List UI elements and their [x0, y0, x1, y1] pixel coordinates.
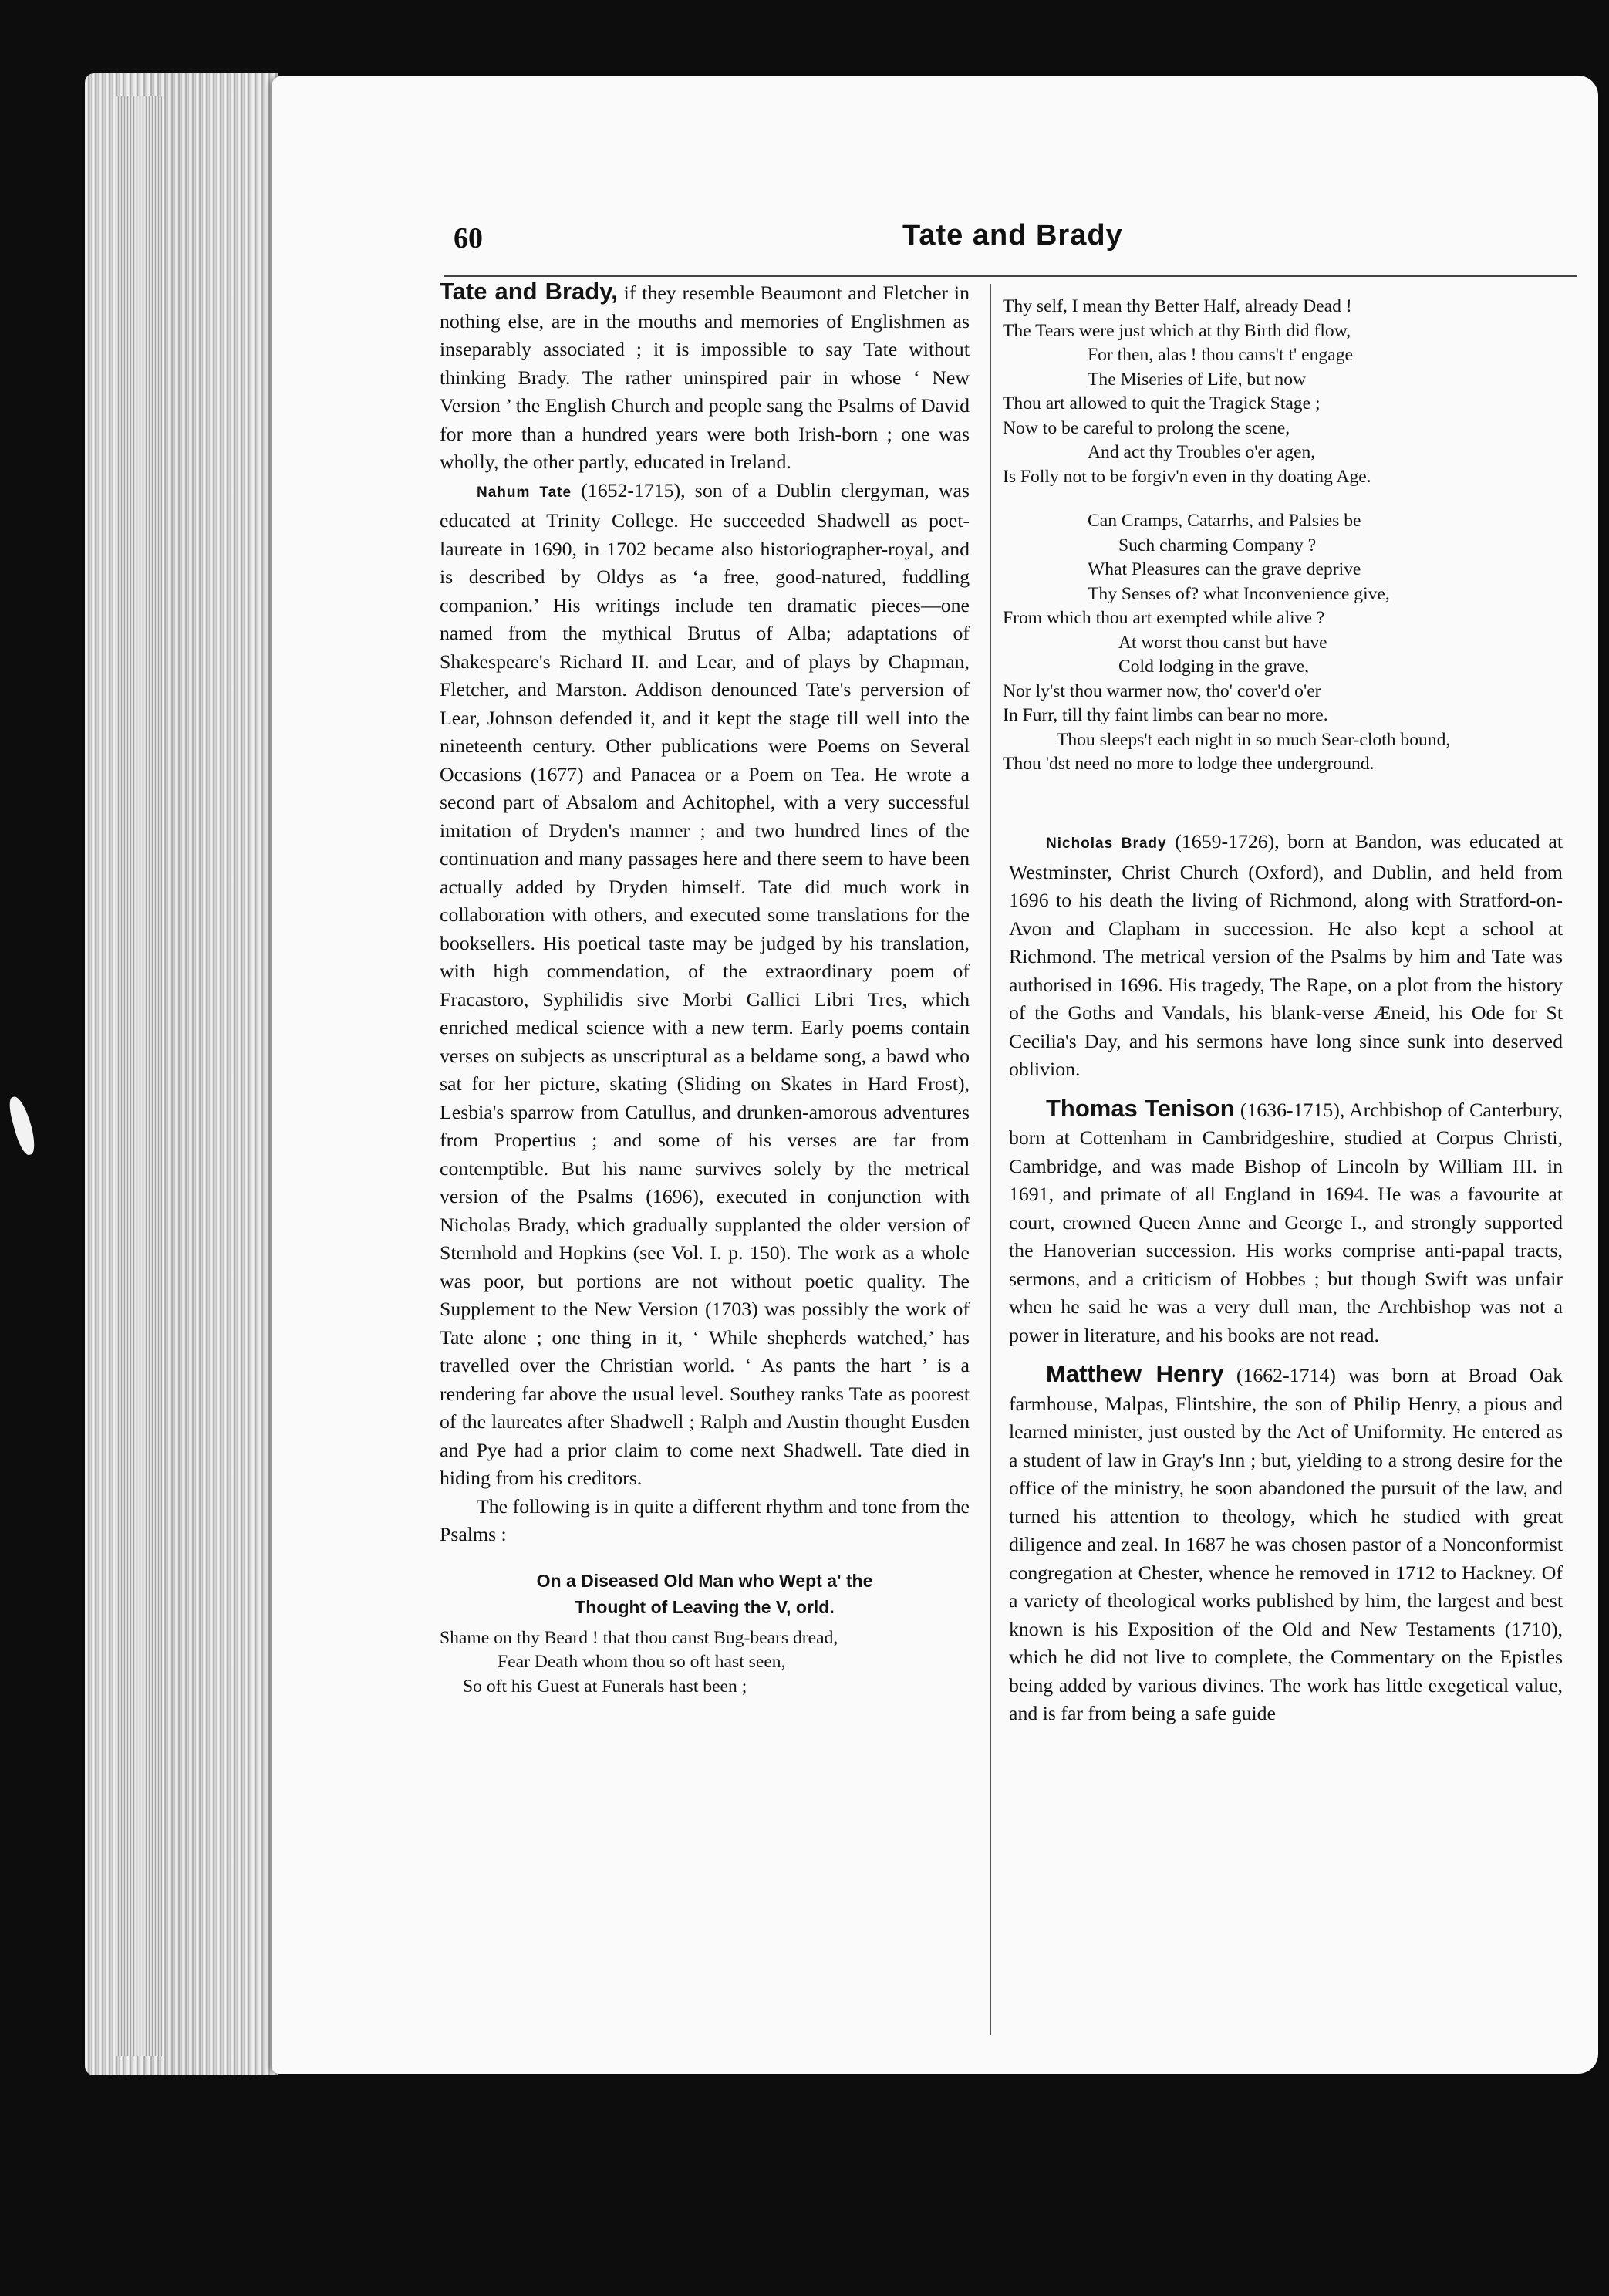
- entry-heading: Thomas Tenison: [1046, 1094, 1235, 1122]
- poem-title-line: Thought of Leaving the V, orld.: [575, 1596, 835, 1617]
- poem-line: Cold lodging in the grave,: [1118, 657, 1310, 677]
- column-divider: [990, 284, 991, 2035]
- paragraph-matthew-henry: [1009, 1360, 1563, 1728]
- poem-line: Thy Senses of? what Inconvenience give,: [1088, 583, 1390, 604]
- paragraph-poem-intro: [440, 1493, 970, 1549]
- poem-line: So oft his Guest at Funerals hast been ;: [463, 1676, 747, 1697]
- entry-heading: Matthew Henry: [1046, 1360, 1224, 1387]
- header-rule: [444, 275, 1577, 277]
- poem-line: Thou sleeps't each night in so much Sear-cloth bound,: [1057, 729, 1451, 750]
- book-page-edges: [85, 73, 278, 2075]
- poem-line: Is Folly not to be forgiv'n even in thy doating Age.: [1003, 466, 1371, 487]
- poem-line: Thy self, I mean thy Better Half, already Dead !: [1003, 296, 1352, 316]
- poem-line: The Miseries of Life, but now: [1088, 369, 1307, 390]
- poem-line: Can Cramps, Catarrhs, and Palsies be: [1088, 511, 1361, 531]
- poem-line: Thou 'dst need no more to lodge thee underground.: [1003, 754, 1375, 774]
- paragraph-text: (1652-1715), son of a Dublin clergyman, was educated at Trinity College. He succeeded Shadwell as poet-laureate in 1690, in 1702 became also historiographer-royal, and is described by Oldys as ‘a free, good-natured, fuddling companion.’ His writings include ten dramatic pieces—one named from the mythical Brutus of Alba; adaptations of Shakespeare's Richard II. and Lear, and of plays by Chapman, Fletcher, and Marston. Addison denounced Tate's perversion of Lear, Johnson defended it, and it kept the stage till well into the nineteenth century. Other publications were Poems on Several Occasions (1677) and Panacea or a Poem on Tea. He wrote a second part of Absalom and Achitophel, with a very successful imitation of Dryden's manner ; and two hundred lines of the continuation and many passages here and there seem to have been actually added by Dryden himself. Tate did much work in collaboration with others, and executed some translations for the booksellers. His poetical taste may be judged by his translation, with high commendation, of the extraordinary poem of Fracastoro, Syphilidis sive Morbi Gallici Libri Tres, which enriched medical science with a new term. Early poems contain verses on subjects as unscriptural as a beldame song, a bawd who sat for her picture, skating (Sliding on Skates in Hard Frost), Lesbia's sparrow from Catullus, and drunken-amorous adventures from Propertius ; and some of his verses are far from contemptible. But his name survives solely by the metrical version of the Psalms (1696), executed in conjunction with Nicholas Brady, which gradually supplanted the older version of Sternhold and Hopkins (see Vol. I. p. 150). The work as a whole was poor, but portions are not without poetic quality. The Supplement to the New Version (1703) was possibly the work of Tate alone ; one thing in it, ‘ While shepherds watched,’ has travelled over the Christian world. ‘ As pants the hart ’ is a rendering far above the usual level. Southey ranks Tate as poorest of the laureates after Shadwell ; Ralph and Austin thought Eusden and Pye had a prior claim to come next Shadwell. Tate died in hiding from his creditors.: [440, 478, 970, 1489]
- poem-line: And act thy Troubles o'er agen,: [1088, 442, 1316, 462]
- poem-line: What Pleasures can the grave deprive: [1088, 559, 1361, 579]
- stanza-break: [1003, 489, 1574, 509]
- poem-line: From which thou art exempted while alive ?: [1003, 608, 1325, 628]
- poem-line: Now to be careful to prolong the scene,: [1003, 417, 1290, 438]
- paragraph-thomas-tenison: [1009, 1095, 1563, 1350]
- poem-line: The Tears were just which at thy Birth did flow,: [1003, 320, 1351, 341]
- paper-fragment: [6, 1094, 38, 1156]
- paragraph-tate-and-brady: [440, 278, 970, 477]
- poem-line: In Furr, till thy faint limbs can bear no more.: [1003, 705, 1328, 725]
- paragraph-text: The following is in quite a different rhythm and tone from the Psalms :: [440, 1494, 970, 1545]
- running-head: Tate and Brady: [902, 219, 1123, 252]
- poem-line: Such charming Company ?: [1118, 535, 1317, 555]
- poem-continuation: [1003, 295, 1574, 777]
- poem-title-line: On a Diseased Old Man who Wept a' the: [536, 1570, 873, 1591]
- paragraph-nahum-tate: [440, 477, 970, 1493]
- entry-heading: Nahum Tate: [477, 484, 572, 501]
- left-column: [440, 278, 970, 1699]
- poem-line: Nor ly'st thou warmer now, tho' cover'd o'er: [1003, 680, 1321, 701]
- poem-line: Shame on thy Beard ! that thou canst Bug-bears dread,: [440, 1627, 838, 1648]
- paragraph-text: (1636-1715), Archbishop of Canterbury, born at Cottenham in Cambridgeshire, studied at Corpus Christi, Cambridge, and was made Bishop of Lincoln by William III. in 1691, and primate of all England in 1694. He was a favourite at court, crowned Queen Anne and George I., and strongly supported the Hanoverian succession. His works comprise anti-papal tracts, sermons, and a criticism of Hobbes ; but though Swift was unfair when he said he was a very dull man, the Archbishop was not a power in literature, and his books are not read.: [1009, 1098, 1563, 1346]
- poem-title: [440, 1568, 970, 1620]
- poem-line: At worst thou canst but have: [1118, 632, 1327, 653]
- entry-heading: Nicholas Brady: [1046, 836, 1167, 852]
- poem-line: Thou art allowed to quit the Tragick Stage ;: [1003, 393, 1321, 414]
- poem-line: For then, alas ! thou cams't t' engage: [1088, 345, 1353, 365]
- paragraph-nicholas-brady: [1009, 828, 1563, 1084]
- page-number: 60: [454, 222, 483, 255]
- paragraph-text: if they resemble Beaumont and Fletcher in nothing else, are in the mouths and memories of Englishmen as inseparably associated ; it is impossible to say Tate without thinking Brady. The rather uninspired pair in whose ‘ New Version ’ the English Church and people sang the Psalms of David for more than a hundred years were both Irish-born ; one was wholly, the other partly, educated in Ireland.: [440, 282, 970, 473]
- poem-line: Fear Death whom thou so oft hast seen,: [498, 1652, 786, 1672]
- paragraph-text: (1662-1714) was born at Broad Oak farmhouse, Malpas, Flintshire, the son of Philip Henry, a pious and learned minister, just ousted by the Act of Uniformity. He entered as a student of law in Gray's Inn ; but, yielding to a strong desire for the office of the ministry, he soon abandoned the pursuit of the law, and turned his attention to theology, which he studied with great diligence and zeal. In 1687 he was chosen pastor of a Nonconformist congregation at Chester, whence he removed in 1712 to Hackney. Of a variety of theological works published by him, the largest and best known is his Exposition of the Old and New Testaments (1710), which he did not live to complete, the Commentary on the Epistles being added by various divines. The work has little exegetical value, and is far from being a safe guide: [1009, 1364, 1563, 1724]
- entry-heading: Tate and Brady,: [440, 278, 618, 305]
- right-column: [1009, 828, 1563, 1728]
- book-page-edges-inner: [116, 96, 162, 2056]
- paragraph-text: (1659-1726), born at Bandon, was educated at Westminster, Christ Church (Oxford), and Dublin, and held from 1696 to his death the living of Richmond, along with Stratford-on-Avon and Clapham in succession. He also kept a school at Richmond. The metrical version of the Psalms by him and Tate was authorised in 1696. His tragedy, The Rape, on a plot from the history of the Goths and Vandals, his blank-verse Æneid, his Ode for St Cecilia's Day, and his sermons have long since sunk into deserved oblivion.: [1009, 830, 1563, 1080]
